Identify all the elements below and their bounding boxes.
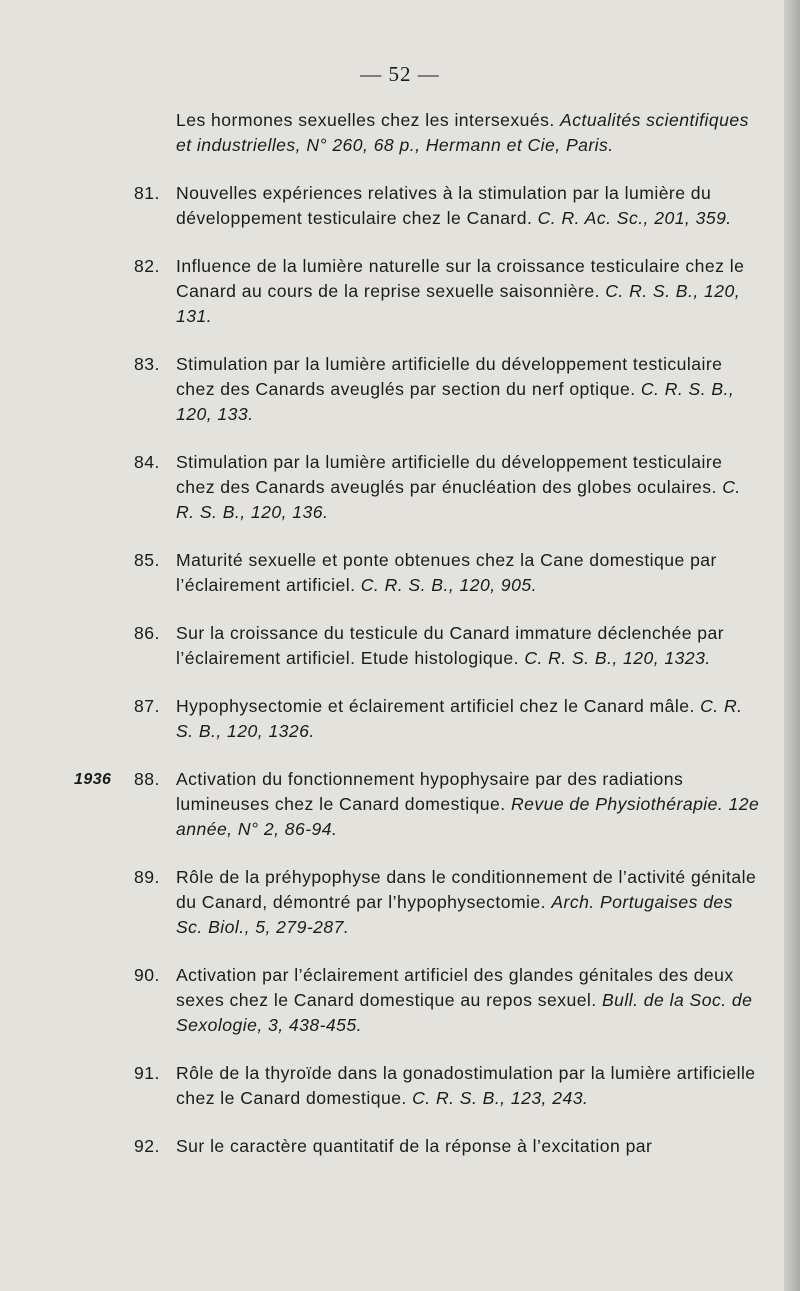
entry-citation: C. R. S. B., 120, 1323.: [524, 648, 711, 668]
entry-title: Activation par l’éclairement artificiel des glandes génitales des deux sexes chez le Canard domestique au repos sexuel.: [176, 965, 734, 1010]
bibliography-entry: [0, 767, 800, 842]
entry-number: 83.: [134, 354, 160, 374]
entry-title: Influence de la lumière naturelle sur la croissance testiculaire chez le Canard au cours de la reprise sexuelle saisonnière.: [176, 256, 745, 301]
bibliography-entry: [0, 181, 800, 231]
bibliography-entry: [0, 694, 800, 744]
bibliography-entry: [0, 865, 800, 940]
entry-title: Rôle de la thyroïde dans la gonadostimulation par la lumière artificielle chez le Canard domestique.: [176, 1063, 756, 1108]
entry-number: 87.: [134, 696, 160, 716]
entry-title: Activation du fonctionnement hypophysaire par des radiations lumineuses chez le Canard domestique.: [176, 769, 684, 814]
entry-number: 90.: [134, 965, 160, 985]
entry-number: 86.: [134, 623, 160, 643]
entry-title: Nouvelles expériences relatives à la stimulation par la lumière du développement testiculaire chez le Canard.: [176, 183, 712, 228]
bibliography-entry: [0, 352, 800, 427]
bibliography-entry: [0, 108, 800, 158]
entry-title: Maturité sexuelle et ponte obtenues chez la Cane domestique par l’éclairement artificiel.: [176, 550, 717, 595]
entry-number: 91.: [134, 1063, 160, 1083]
entry-citation: Arch. Portugaises des Sc. Biol., 5, 279-287.: [176, 892, 733, 937]
bibliography-entry: [0, 1134, 800, 1159]
entry-year: 1936: [74, 771, 112, 788]
entry-number: 82.: [134, 256, 160, 276]
entry-title: Stimulation par la lumière artificielle du développement testiculaire chez des Canards aveuglés par section du nerf optique.: [176, 354, 723, 399]
entry-citation: Actualités scientifiques et industrielles, N° 260, 68 p., Hermann et Cie, Paris.: [176, 110, 749, 155]
entry-citation: C. R. S. B., 120, 905.: [360, 575, 537, 595]
entry-citation: C. R. S. B., 120, 136.: [176, 477, 741, 522]
bibliography-entry: [0, 548, 800, 598]
entry-citation: C. R. S. B., 120, 131.: [176, 281, 741, 326]
entry-title: Rôle de la préhypophyse dans le conditionnement de l’activité génitale du Canard, démontré par l’hypophysectomie.: [176, 867, 757, 912]
entry-citation: Bull. de la Soc. de Sexologie, 3, 438-455.: [176, 990, 753, 1035]
entry-citation: C. R. Ac. Sc., 201, 359.: [537, 208, 732, 228]
entry-citation: C. R. S. B., 123, 243.: [412, 1088, 589, 1108]
entry-title: Stimulation par la lumière artificielle du développement testiculaire chez des Canards aveuglés par énucléation des globes oculaires.: [176, 452, 723, 497]
bibliography-entry: [0, 1061, 800, 1111]
entry-number: 84.: [134, 452, 160, 472]
entry-citation: C. R. S. B., 120, 133.: [176, 379, 735, 424]
entry-title: Les hormones sexuelles chez les intersexués.: [176, 110, 555, 130]
entry-title: Sur le caractère quantitatif de la réponse à l’excitation par: [176, 1136, 653, 1156]
entry-number: 85.: [134, 550, 160, 570]
bibliography-list: [0, 108, 800, 1182]
page-number: — 52 —: [360, 62, 440, 86]
entry-number: 81.: [134, 183, 160, 203]
entry-number: 88.: [134, 769, 160, 789]
entry-number: 89.: [134, 867, 160, 887]
entry-citation: Revue de Physiothérapie. 12e année, N° 2, 86-94.: [176, 794, 760, 839]
bibliography-entry: [0, 254, 800, 329]
entry-number: 92.: [134, 1136, 160, 1156]
entry-title: Hypophysectomie et éclairement artificiel chez le Canard mâle.: [176, 696, 695, 716]
bibliography-entry: [0, 963, 800, 1038]
entry-title: Sur la croissance du testicule du Canard immature déclenchée par l’éclairement artificiel. Etude histologique.: [176, 623, 725, 668]
entry-citation: C. R. S. B., 120, 1326.: [176, 696, 743, 741]
bibliography-entry: [0, 621, 800, 671]
bibliography-entry: [0, 450, 800, 525]
